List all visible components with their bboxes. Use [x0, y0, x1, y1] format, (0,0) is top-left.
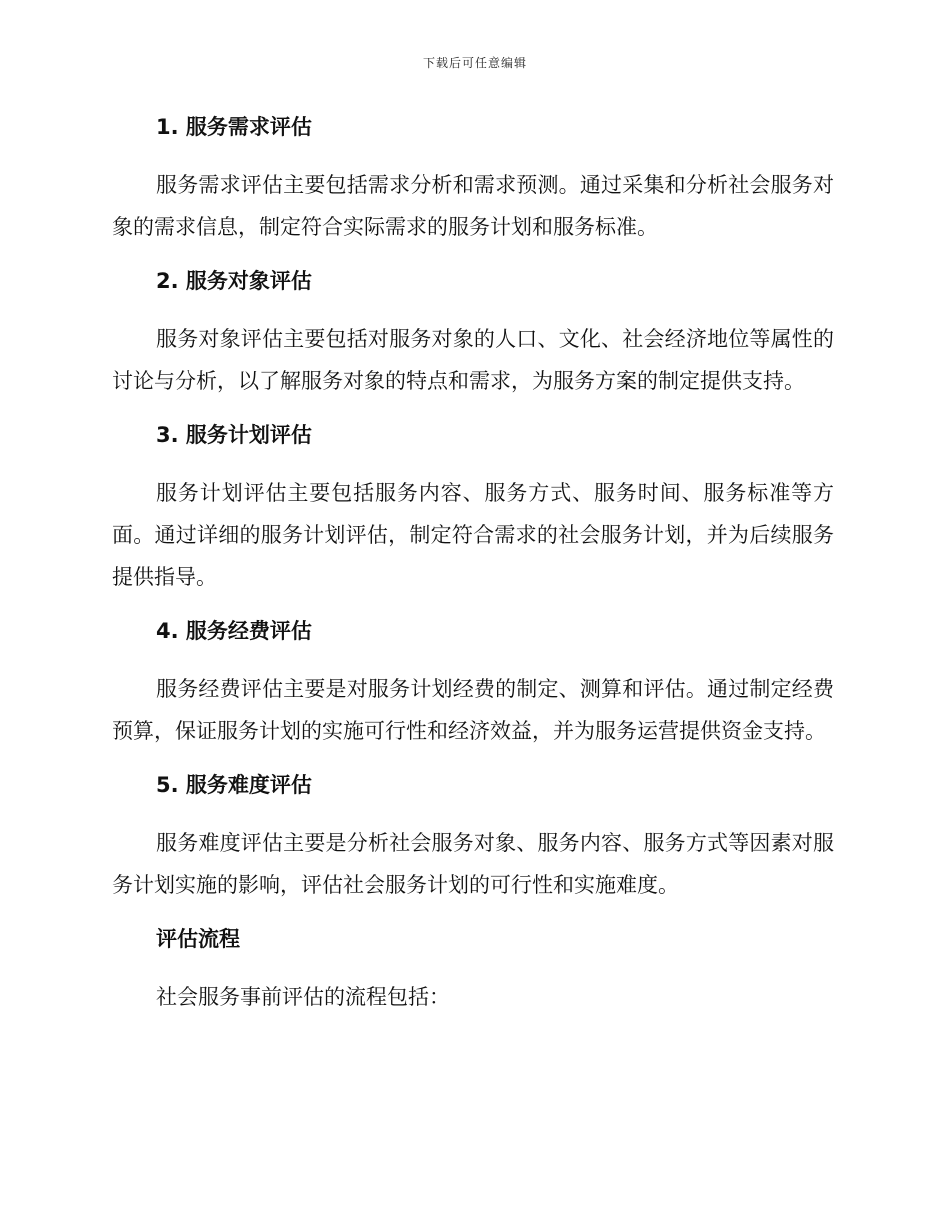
section-heading-evaluation-process: 评估流程 [156, 927, 240, 951]
section-text-service-funding: 服务经费评估主要是对服务计划经费的制定、测算和评估。通过制定经费预算，保证服务计划的实施可行性和经济效益，并为服务运营提供资金支持。 [112, 677, 834, 743]
section-text-service-plan: 服务计划评估主要包括服务内容、服务方式、服务时间、服务标准等方面。通过详细的服务计划评估，制定符合需求的社会服务计划，并为后续服务提供指导。 [112, 481, 834, 589]
section-text-service-target: 服务对象评估主要包括对服务对象的人口、文化、社会经济地位等属性的讨论与分析，以了解服务对象的特点和需求，为服务方案的制定提供支持。 [112, 327, 834, 393]
section-heading-service-target: 2. 服务对象评估 [156, 269, 312, 293]
section-text-evaluation-process: 社会服务事前评估的流程包括： [156, 985, 450, 1009]
section-text-service-difficulty: 服务难度评估主要是分析社会服务对象、服务内容、服务方式等因素对服务计划实施的影响，评估社会服务计划的可行性和实施难度。 [112, 831, 834, 897]
document-body [112, 112, 834, 1036]
section-heading-service-demand: 1. 服务需求评估 [156, 115, 312, 139]
section-heading-service-plan: 3. 服务计划评估 [156, 423, 312, 447]
section-heading-service-difficulty: 5. 服务难度评估 [156, 773, 312, 797]
section-heading-service-funding: 4. 服务经费评估 [156, 619, 312, 643]
section-text-service-demand: 服务需求评估主要包括需求分析和需求预测。通过采集和分析社会服务对象的需求信息，制定符合实际需求的服务计划和服务标准。 [112, 173, 834, 239]
header-note: 下载后可任意编辑 [422, 56, 527, 70]
